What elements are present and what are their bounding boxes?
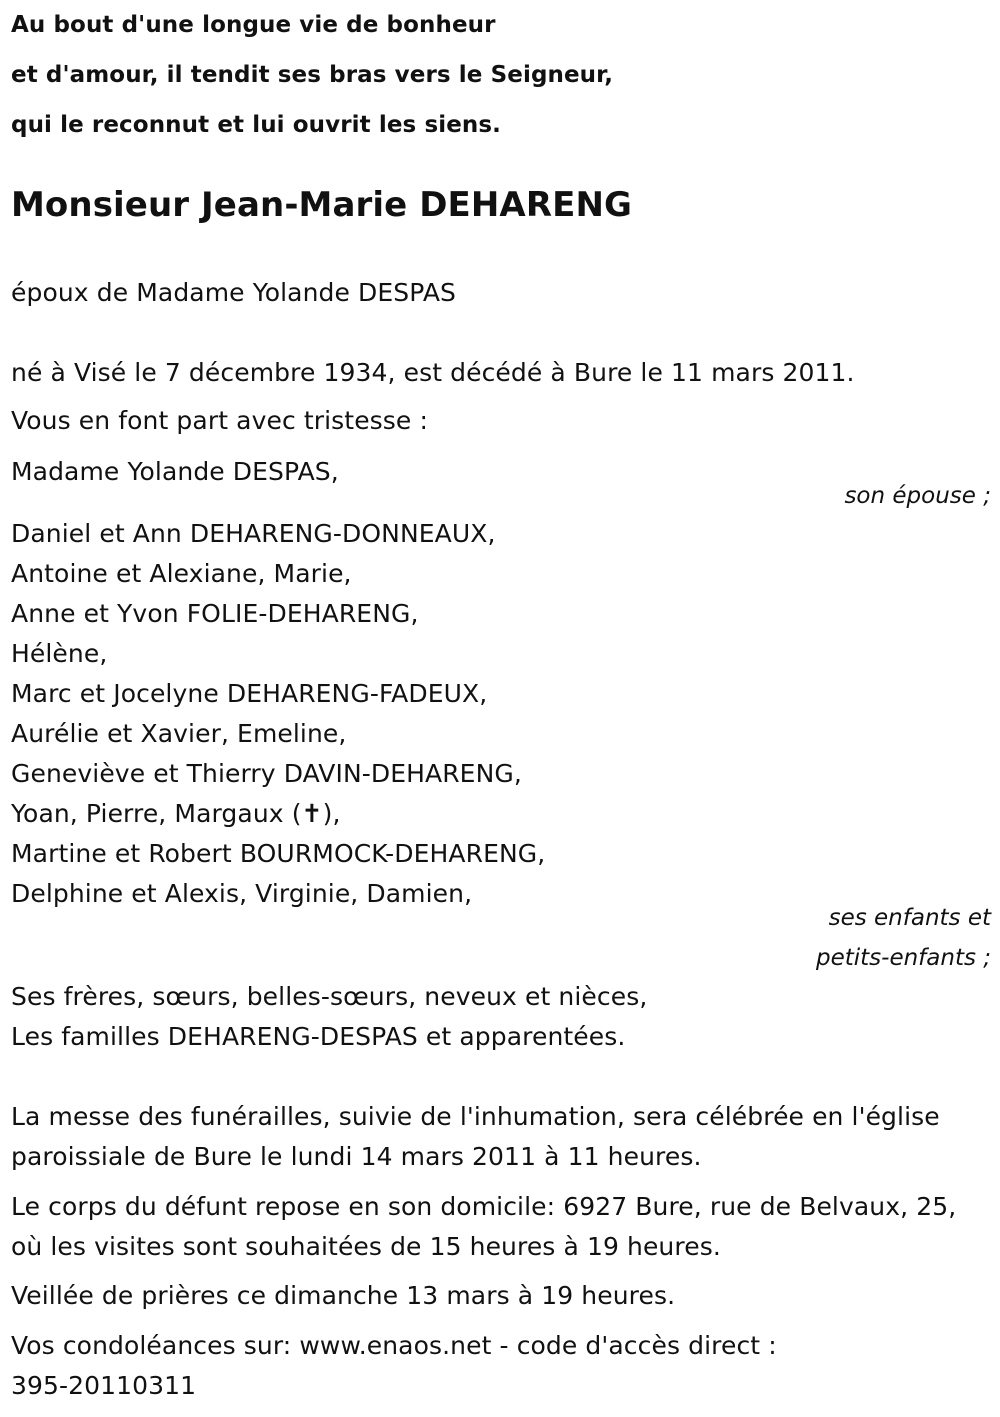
child-line-7: Geneviève et Thierry DAVIN-DEHARENG, — [11, 759, 522, 788]
deceased-name: Monsieur Jean-Marie DEHARENG — [11, 185, 633, 225]
child-line-3: Anne et Yvon FOLIE-DEHARENG, — [11, 599, 419, 628]
spouse-line: époux de Madame Yolande DESPAS — [11, 278, 457, 307]
funeral-line-1: La messe des funérailles, suivie de l'inhumation, sera célébrée en l'église — [11, 1102, 940, 1131]
body-line-2: où les visites sont souhaitées de 15 heures à 19 heures. — [11, 1232, 721, 1261]
quote-line-1: Au bout d'une longue vie de bonheur — [11, 12, 496, 38]
vigil-line: Veillée de prières ce dimanche 13 mars à 19 heures. — [11, 1281, 676, 1310]
birth-death-line: né à Visé le 7 décembre 1934, est décédé à Bure le 11 mars 2011. — [11, 358, 855, 387]
child-line-4: Hélène, — [11, 639, 108, 668]
child-line-5: Marc et Jocelyne DEHARENG-FADEUX, — [11, 679, 488, 708]
access-code: 395-20110311 — [11, 1371, 197, 1400]
relatives-line: Ses frères, sœurs, belles-sœurs, neveux et nièces, — [11, 982, 648, 1011]
families-line: Les familles DEHARENG-DESPAS et apparentées. — [11, 1022, 626, 1051]
child-line-9: Martine et Robert BOURMOCK-DEHARENG, — [11, 839, 546, 868]
quote-line-2: et d'amour, il tendit ses bras vers le Seigneur, — [11, 62, 614, 88]
quote-line-3: qui le reconnut et lui ouvrit les siens. — [11, 112, 502, 138]
child-line-1: Daniel et Ann DEHARENG-DONNEAUX, — [11, 519, 496, 548]
condolences-line: Vos condoléances sur: www.enaos.net - code d'accès direct : — [11, 1331, 777, 1360]
spouse-role: son épouse ; — [844, 483, 991, 509]
body-line-1: Le corps du défunt repose en son domicile: 6927 Bure, rue de Belvaux, 25, — [11, 1192, 957, 1221]
children-role-line-1: ses enfants et — [828, 905, 991, 931]
child-line-10: Delphine et Alexis, Virginie, Damien, — [11, 879, 473, 908]
spouse-name: Madame Yolande DESPAS, — [11, 457, 339, 486]
child-line-2: Antoine et Alexiane, Marie, — [11, 559, 352, 588]
announcement-line: Vous en font part avec tristesse : — [11, 406, 428, 435]
child-line-6: Aurélie et Xavier, Emeline, — [11, 719, 347, 748]
children-role-line-2: petits-enfants ; — [815, 945, 991, 971]
child-line-8: Yoan, Pierre, Margaux (✝), — [11, 799, 341, 828]
funeral-line-2: paroissiale de Bure le lundi 14 mars 2011 à 11 heures. — [11, 1142, 702, 1171]
